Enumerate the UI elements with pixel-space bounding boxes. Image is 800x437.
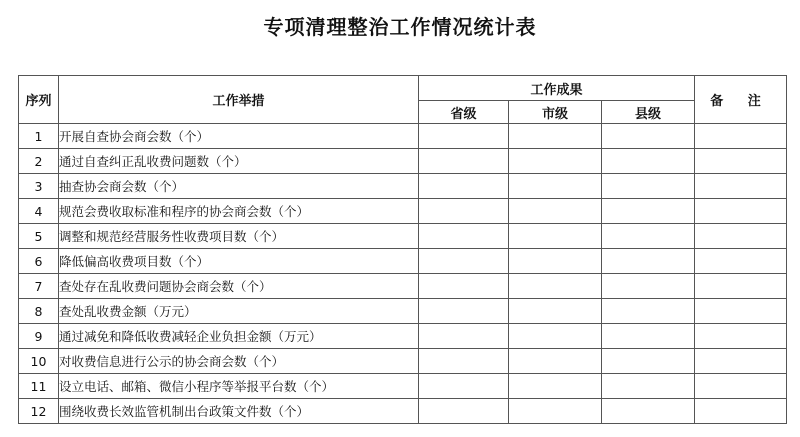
city-cell — [509, 224, 602, 249]
row-measure: 查处乱收费金额（万元） — [59, 299, 419, 324]
county-cell — [602, 349, 695, 374]
province-cell — [419, 324, 509, 349]
table-row — [19, 149, 787, 174]
province-cell — [419, 224, 509, 249]
province-cell — [419, 174, 509, 199]
header-remarks: 备 注 — [695, 76, 787, 124]
header-row-top — [19, 76, 787, 101]
header-measure: 工作举措 — [59, 76, 419, 124]
remarks-cell — [695, 124, 787, 149]
remarks-cell — [695, 199, 787, 224]
row-index: 8 — [19, 299, 59, 324]
table-row — [19, 124, 787, 149]
remarks-cell — [695, 274, 787, 299]
table-row — [19, 249, 787, 274]
row-index: 6 — [19, 249, 59, 274]
county-cell — [602, 274, 695, 299]
row-index: 12 — [19, 399, 59, 424]
header-county: 县级 — [602, 101, 695, 124]
county-cell — [602, 374, 695, 399]
province-cell — [419, 274, 509, 299]
row-measure: 通过自查纠正乱收费问题数（个） — [59, 149, 419, 174]
city-cell — [509, 399, 602, 424]
row-measure: 对收费信息进行公示的协会商会数（个） — [59, 349, 419, 374]
county-cell — [602, 249, 695, 274]
header-index: 序列 — [19, 76, 59, 124]
header-province: 省级 — [419, 101, 509, 124]
county-cell — [602, 224, 695, 249]
row-index: 7 — [19, 274, 59, 299]
remarks-cell — [695, 299, 787, 324]
table-row — [19, 274, 787, 299]
table-body — [19, 124, 787, 424]
city-cell — [509, 249, 602, 274]
table-row — [19, 174, 787, 199]
row-measure: 通过减免和降低收费减轻企业负担金额（万元） — [59, 324, 419, 349]
row-index: 10 — [19, 349, 59, 374]
row-index: 9 — [19, 324, 59, 349]
table-row — [19, 349, 787, 374]
row-index: 2 — [19, 149, 59, 174]
row-index: 5 — [19, 224, 59, 249]
city-cell — [509, 124, 602, 149]
remarks-cell — [695, 174, 787, 199]
remarks-cell — [695, 324, 787, 349]
row-index: 11 — [19, 374, 59, 399]
table-row — [19, 374, 787, 399]
table-row — [19, 199, 787, 224]
city-cell — [509, 299, 602, 324]
province-cell — [419, 299, 509, 324]
row-measure: 开展自查协会商会数（个） — [59, 124, 419, 149]
city-cell — [509, 149, 602, 174]
county-cell — [602, 299, 695, 324]
table-row — [19, 324, 787, 349]
county-cell — [602, 124, 695, 149]
remarks-cell — [695, 399, 787, 424]
row-measure: 查处存在乱收费问题协会商会数（个） — [59, 274, 419, 299]
county-cell — [602, 399, 695, 424]
row-index: 1 — [19, 124, 59, 149]
header-results: 工作成果 — [419, 76, 695, 101]
table-row — [19, 299, 787, 324]
city-cell — [509, 199, 602, 224]
province-cell — [419, 249, 509, 274]
row-measure: 规范会费收取标准和程序的协会商会数（个） — [59, 199, 419, 224]
province-cell — [419, 199, 509, 224]
remarks-cell — [695, 374, 787, 399]
remarks-cell — [695, 249, 787, 274]
county-cell — [602, 199, 695, 224]
row-measure: 调整和规范经营服务性收费项目数（个） — [59, 224, 419, 249]
province-cell — [419, 399, 509, 424]
city-cell — [509, 174, 602, 199]
province-cell — [419, 124, 509, 149]
row-measure: 抽查协会商会数（个） — [59, 174, 419, 199]
province-cell — [419, 374, 509, 399]
county-cell — [602, 324, 695, 349]
row-measure: 设立电话、邮箱、微信小程序等举报平台数（个） — [59, 374, 419, 399]
remarks-cell — [695, 224, 787, 249]
remarks-cell — [695, 149, 787, 174]
table-row — [19, 399, 787, 424]
province-cell — [419, 149, 509, 174]
city-cell — [509, 324, 602, 349]
county-cell — [602, 149, 695, 174]
table-row — [19, 224, 787, 249]
row-index: 4 — [19, 199, 59, 224]
row-measure: 围绕收费长效监管机制出台政策文件数（个） — [59, 399, 419, 424]
city-cell — [509, 274, 602, 299]
page-title: 专项清理整治工作情况统计表 — [263, 15, 537, 39]
row-index: 3 — [19, 174, 59, 199]
county-cell — [602, 174, 695, 199]
city-cell — [509, 349, 602, 374]
city-cell — [509, 374, 602, 399]
header-city: 市级 — [509, 101, 602, 124]
province-cell — [419, 349, 509, 374]
row-measure: 降低偏高收费项目数（个） — [59, 249, 419, 274]
remarks-cell — [695, 349, 787, 374]
statistics-table — [18, 75, 787, 424]
